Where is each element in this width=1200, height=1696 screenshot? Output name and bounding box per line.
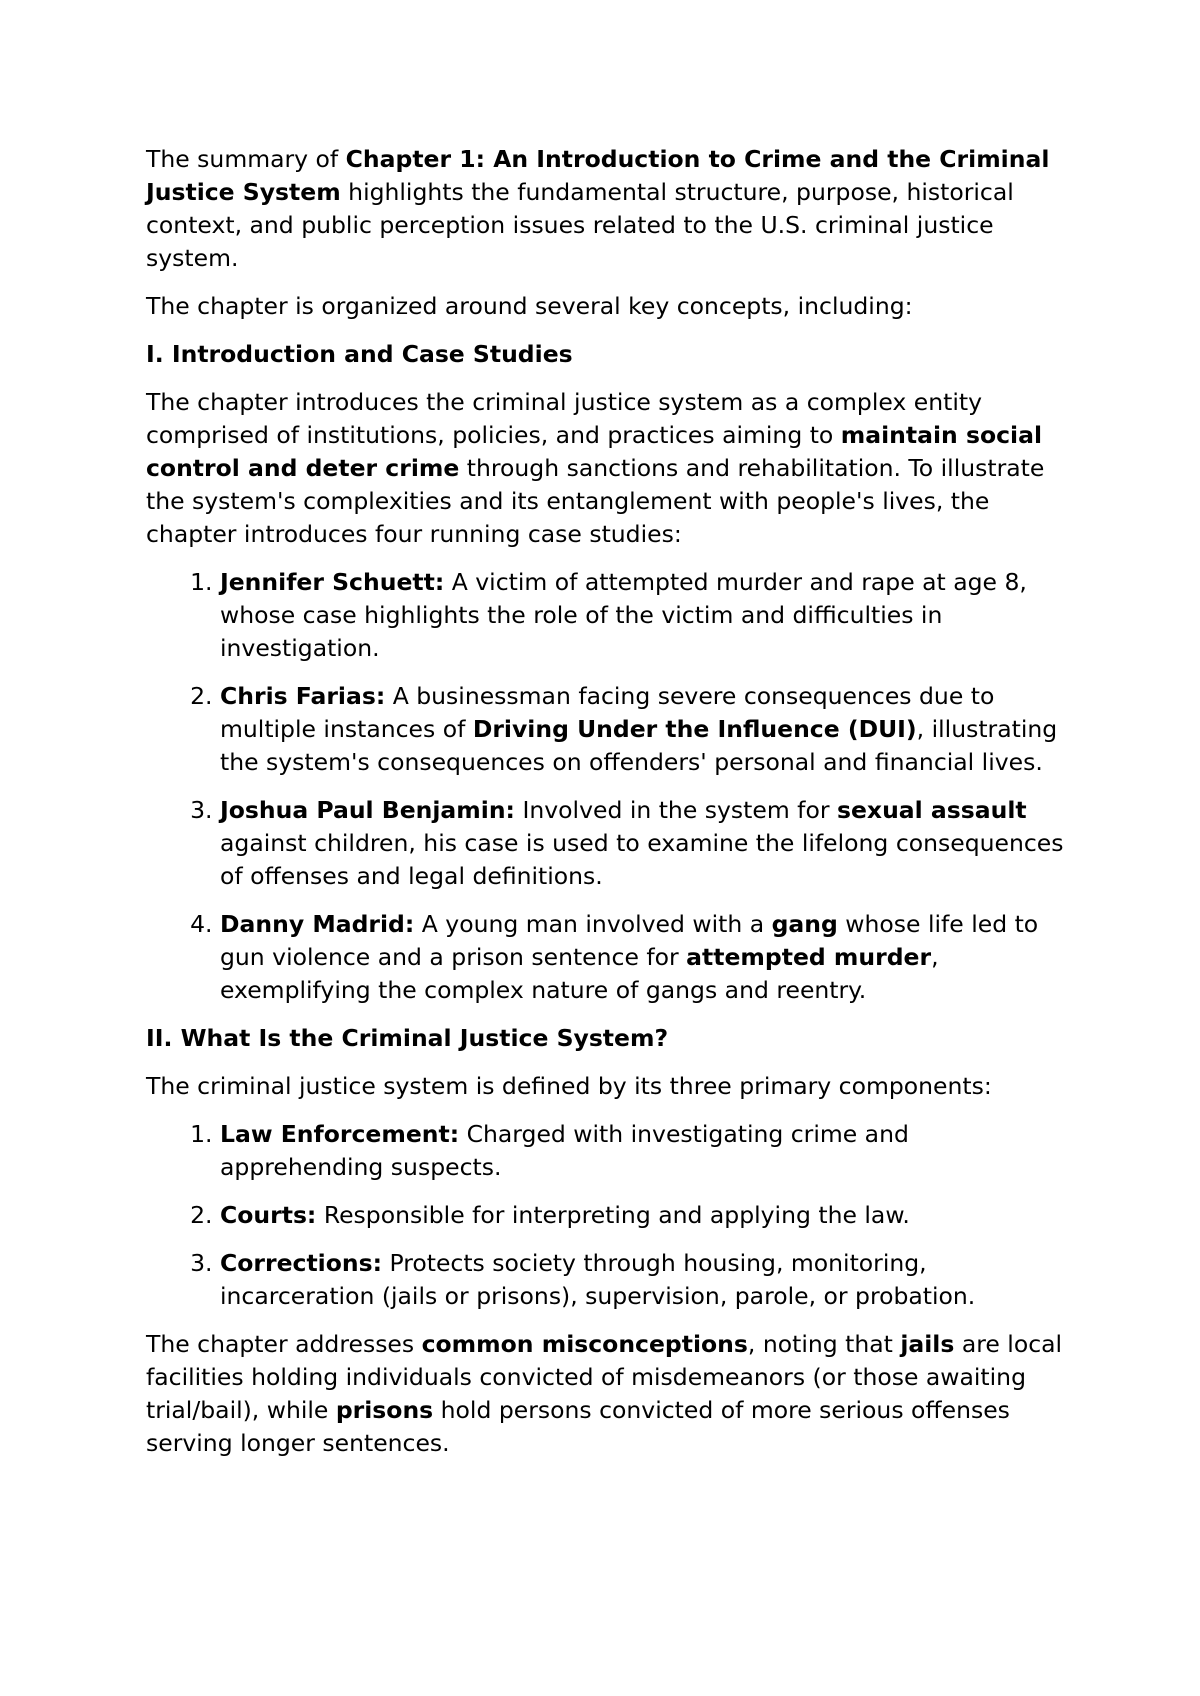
section2-paragraph: The criminal justice system is defined by its three primary components:: [146, 1072, 992, 1100]
components-list: [146, 1118, 1070, 1313]
case-name: Jennifer Schuett:: [220, 568, 445, 596]
section1-paragraph: The chapter introduces the criminal justice system as a complex entity comprised of institutions, policies, and practices aiming to maintain social control and deter crime through sanctions and rehabilitation. To illustrate the system's complexities and its entanglement with people's lives, the chapter introduces four running case studies:: [146, 388, 1045, 548]
chapter-title: Chapter 1: An Introduction to Crime and the Criminal Justice System: [146, 145, 1050, 206]
list-item: 2. Courts: Responsible for interpreting and applying the law.: [220, 1199, 1070, 1232]
misconceptions-paragraph: The chapter addresses common misconceptions, noting that jails are local facilities holding individuals convicted of misdemeanors (or those awaiting trial/bail), while prisons hold persons convicted of more serious offenses serving longer sentences.: [146, 1330, 1063, 1457]
list-item: 4. Danny Madrid: A young man involved with a gang whose life led to gun violence and a prison sentence for attempted murder, exemplifying the complex nature of gangs and reentry.: [220, 908, 1070, 1007]
list-item: 3. Joshua Paul Benjamin: Involved in the system for sexual assault against children, his case is used to examine the lifelong consequences of offenses and legal definitions.: [220, 794, 1070, 893]
component-name: Courts:: [220, 1201, 317, 1229]
organization-paragraph: The chapter is organized around several key concepts, including:: [146, 292, 913, 320]
case-name: Joshua Paul Benjamin:: [220, 796, 515, 824]
component-name: Corrections:: [220, 1249, 382, 1277]
section-heading-2: II. What Is the Criminal Justice System?: [146, 1024, 669, 1052]
case-name: Chris Farias:: [220, 682, 386, 710]
case-name: Danny Madrid:: [220, 910, 415, 938]
list-item: 1. Jennifer Schuett: A victim of attempted murder and rape at age 8, whose case highlights the role of the victim and difficulties in investigation.: [220, 566, 1070, 665]
intro-paragraph: [146, 143, 1070, 275]
intro-text-end: highlights the fundamental structure, purpose, historical context, and public perception issues related to the U.S. criminal justice system.: [146, 178, 1014, 272]
case-studies-list: [146, 566, 1070, 1007]
section-heading-1: I. Introduction and Case Studies: [146, 340, 573, 368]
list-item: 3. Corrections: Protects society through housing, monitoring, incarceration (jails or prisons), supervision, parole, or probation.: [220, 1247, 1070, 1313]
list-item: 2. Chris Farias: A businessman facing severe consequences due to multiple instances of Driving Under the Influence (DUI), illustrating the system's consequences on offenders' personal and financial lives.: [220, 680, 1070, 779]
list-item: 1. Law Enforcement: Charged with investigating crime and apprehending suspects.: [220, 1118, 1070, 1184]
component-name: Law Enforcement:: [220, 1120, 460, 1148]
intro-text: The summary of: [146, 145, 346, 173]
emphasis-social-control: maintain social control and deter crime: [146, 421, 1042, 482]
